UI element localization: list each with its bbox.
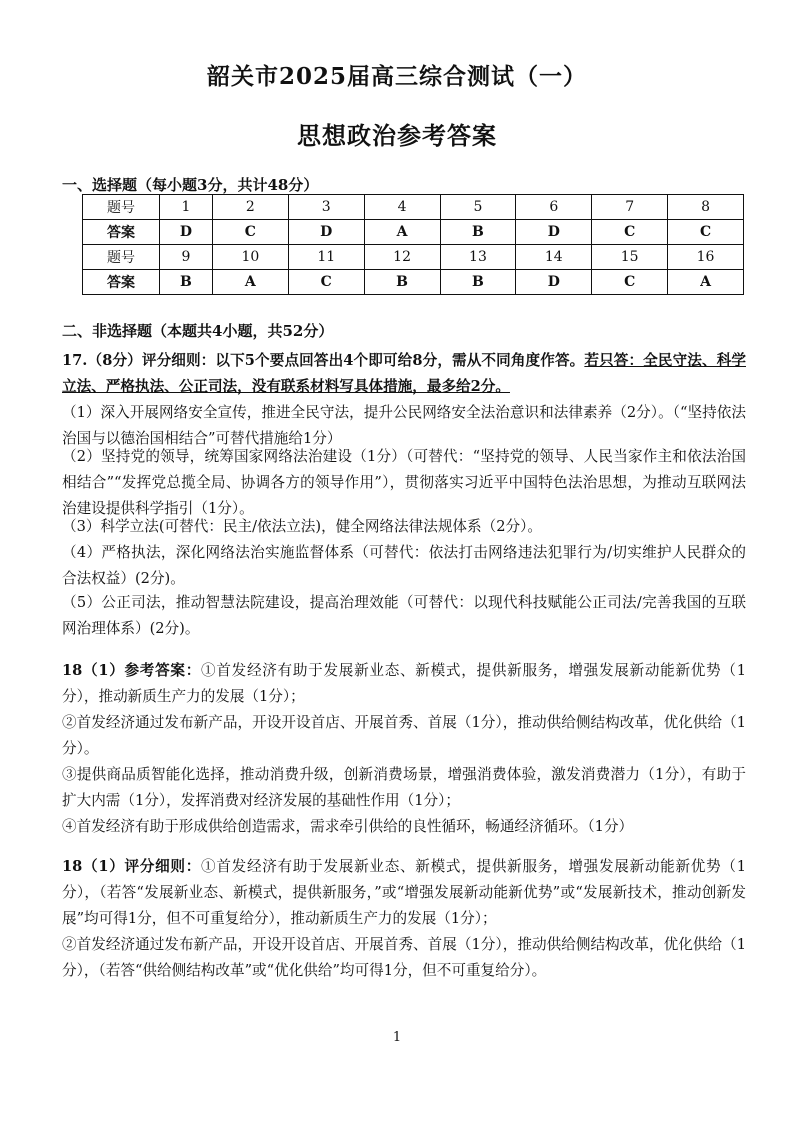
table-cell: 1 — [160, 195, 213, 220]
table-cell: D — [288, 220, 364, 245]
table-cell: B — [160, 270, 213, 295]
q18-ref-point-3: ③提供商品质智能化选择，推动消费升级，创新消费场景，增强消费体验，激发消费潜力（1分），有助于扩大内需（1分），发挥消费对经济发展的基础性作用（1分）； — [62, 766, 746, 809]
q18-scoring-rules — [62, 854, 746, 984]
q17-point-1: （1）深入开展网络安全宣传，推进全民守法，提升公民网络安全法治意识和法律素养（2分）。（“坚持依法治国与以德治国相结合”可替代措施给1分） — [62, 404, 746, 447]
table-cell: D — [516, 270, 592, 295]
q17-point-2: （2）坚持党的领导，统筹国家网络法治建设（1分）（可替代：“坚持党的领导、人民当家作主和依法治国相结合”“发挥党总揽全局、协调各方的领导作用”），贯彻落实习近平中国特色法治思想，为推动互联网法治建设提供科学指引（1分）。 — [62, 448, 746, 517]
section-heading-nonchoice: 二、非选择题（本题共4小题，共52分） — [62, 322, 334, 340]
q17-point-5: （5）公正司法，推动智慧法院建设，提高治理效能（可替代：以现代科技赋能公正司法/完善我国的互联网治理体系）(2分)。 — [62, 594, 746, 637]
q18-rule-head: 18（1）评分细则： — [62, 858, 202, 875]
table-cell: D — [160, 220, 213, 245]
q17-head: 17.（8分）评分细则：以下5个要点回答出4个即可给8分，需从不同角度作答。 — [62, 352, 585, 369]
table-row — [83, 270, 744, 295]
table-cell: 3 — [288, 195, 364, 220]
q18-ref-head: 18（1）参考答案： — [62, 662, 202, 679]
q17-point-3: （3）科学立法(可替代：民主/依法立法)，健全网络法律法规体系（2分）。 — [62, 518, 542, 535]
table-cell: 题号 — [83, 245, 160, 270]
q18-reference-answer — [62, 658, 746, 840]
q17-point-4: （4）严格执法，深化网络法治实施监督体系（可替代：依法打击网络违法犯罪行为/切实维护人民群众的合法权益）(2分)。 — [62, 544, 746, 587]
table-cell: 13 — [440, 245, 516, 270]
table-cell: 11 — [288, 245, 364, 270]
section-heading-choice: 一、选择题（每小题3分，共计48分） — [62, 176, 319, 194]
table-cell: 15 — [592, 245, 668, 270]
q18-ref-point-2: ②首发经济通过发布新产品，开设开设首店、开展首秀、首展（1分），推动供给侧结构改革，优化供给（1分）。 — [62, 714, 746, 757]
table-cell: 12 — [364, 245, 440, 270]
table-cell: 8 — [668, 195, 744, 220]
table-cell: 14 — [516, 245, 592, 270]
table-row — [83, 220, 744, 245]
q18-rule-line-1 — [62, 854, 746, 932]
table-cell: 7 — [592, 195, 668, 220]
table-cell: A — [212, 270, 288, 295]
table-row — [83, 245, 744, 270]
q18-ref-point-4: ④首发经济有助于形成供给创造需求，需求牵引供给的良性循环，畅通经济循环。（1分） — [62, 818, 634, 835]
answer-table — [82, 194, 744, 295]
table-cell: 16 — [668, 245, 744, 270]
table-cell: 6 — [516, 195, 592, 220]
table-cell: 2 — [212, 195, 288, 220]
q17-underlined-note: 若只答：全民守法、科学立法、严格执法、公正司法，没有联系材料写具体措施，最多给2分。 — [62, 352, 746, 395]
table-cell: 答案 — [83, 270, 160, 295]
q18-ref-point-1: ①首发经济有助于发展新业态、新模式，提供新服务，增强发展新动能新优势（1分），推动新质生产力的发展（1分）； — [62, 662, 746, 705]
page-subtitle: 思想政治参考答案 — [297, 121, 497, 150]
table-cell: C — [592, 270, 668, 295]
table-cell: B — [364, 270, 440, 295]
q18-rule-point-2: ②首发经济通过发布新产品，开设开设首店、开展首秀、首展（1分），推动供给侧结构改革，优化供给（1分），（若答“供给侧结构改革”或“优化供给”均可得1分，但不可重复给分）。 — [62, 936, 746, 979]
table-row — [83, 195, 744, 220]
page-title: 韶关市2025届高三综合测试（一） — [206, 63, 587, 90]
table-cell: C — [668, 220, 744, 245]
table-cell: C — [212, 220, 288, 245]
table-cell: A — [364, 220, 440, 245]
page-number: 1 — [392, 1030, 402, 1045]
table-cell: A — [668, 270, 744, 295]
table-cell: 5 — [440, 195, 516, 220]
table-cell: B — [440, 220, 516, 245]
table-cell: 答案 — [83, 220, 160, 245]
table-cell: 题号 — [83, 195, 160, 220]
table-cell: 9 — [160, 245, 213, 270]
table-cell: C — [288, 270, 364, 295]
q18-rule-point-1: ①首发经济有助于发展新业态、新模式，提供新服务，增强发展新动能新优势（1分），（若答“发展新业态、新模式，提供新服务，”或“增强发展新动能新优势”或“发展新技术，推动创新发展”均可得1分，但不可重复给分），推动新质生产力的发展（1分）； — [62, 858, 746, 927]
table-cell: D — [516, 220, 592, 245]
q17-scoring-header — [62, 348, 746, 400]
table-cell: 10 — [212, 245, 288, 270]
table-cell: 4 — [364, 195, 440, 220]
table-cell: B — [440, 270, 516, 295]
q18-ref-line-1 — [62, 658, 746, 710]
table-cell: C — [592, 220, 668, 245]
